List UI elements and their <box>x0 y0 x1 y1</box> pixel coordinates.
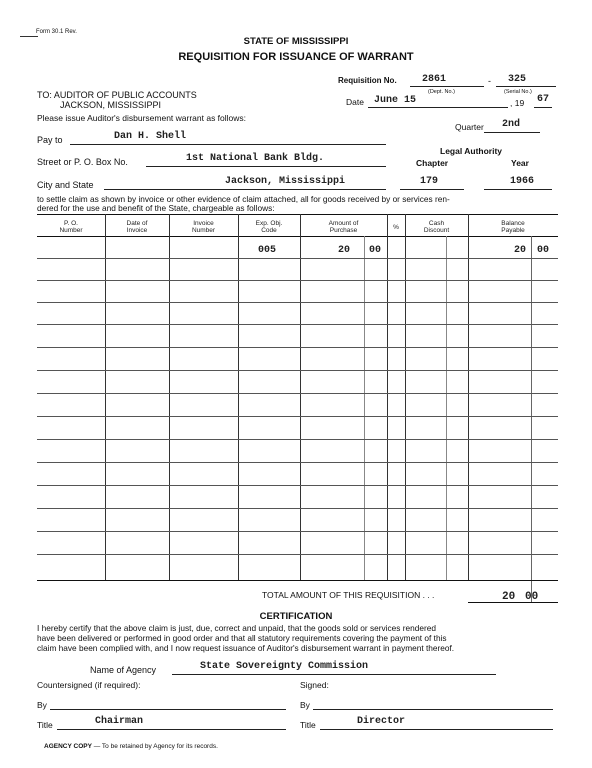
date-line <box>368 107 508 108</box>
total-cents: 00 <box>525 591 539 603</box>
col-divider <box>169 214 170 580</box>
row-line <box>37 462 558 463</box>
serial-no-value: 325 <box>508 74 527 85</box>
table-bottom-line <box>37 580 558 581</box>
street-value: 1st National Bank Bldg. <box>186 153 325 164</box>
pay-to-line <box>70 144 386 145</box>
by-left-label: By <box>37 700 47 710</box>
certification-line-1: I hereby certify that the above claim is just, due, correct and unpaid, that the goods sold or services rendered <box>37 623 436 633</box>
by-right-line <box>313 709 553 710</box>
title-left-line <box>57 729 286 730</box>
footer-note <box>44 743 218 750</box>
state-heading: STATE OF MISSISSIPPI <box>243 36 349 47</box>
requisition-dash: - <box>488 76 491 86</box>
row-line <box>37 485 558 486</box>
row-line <box>37 439 558 440</box>
col-divider <box>446 236 447 580</box>
city-label: City and State <box>37 180 94 190</box>
col-divider <box>300 214 301 580</box>
please-issue-text: Please issue Auditor's disbursement warrant as follows: <box>37 113 247 123</box>
street-line <box>146 166 386 167</box>
date-year-line <box>534 107 552 108</box>
header-balance-payable: Balance Payable <box>501 220 525 234</box>
serial-no-line <box>496 86 556 87</box>
serial-no-caption: (Serial No.) <box>504 89 532 95</box>
to-line-2: JACKSON, MISSISSIPPI <box>60 100 162 110</box>
dept-no-line <box>410 86 484 87</box>
quarter-line <box>484 132 540 133</box>
requisition-label: Requisition No. <box>338 76 397 85</box>
row-line <box>37 280 558 281</box>
to-line-1: TO: AUDITOR OF PUBLIC ACCOUNTS <box>37 90 197 100</box>
header-amount-of-purchase: Amount of Purchase <box>328 220 359 234</box>
row-line <box>37 302 558 303</box>
title-left-label: Title <box>37 720 53 730</box>
form-number: Form 30.1 Rev. <box>36 29 77 35</box>
title-right-line <box>320 729 553 730</box>
date-value: June 15 <box>374 95 417 106</box>
settle-text-1: to settle claim as shown by invoice or other evidence of claim attached, all for goods received by or services ren- <box>37 194 450 204</box>
city-line <box>104 189 386 190</box>
col-divider <box>364 236 365 580</box>
header-po-number: P. O. Number <box>59 220 83 234</box>
col-divider <box>468 214 469 580</box>
total-label: TOTAL AMOUNT OF THIS REQUISITION . . . <box>262 590 435 600</box>
title-right-label: Title <box>300 720 316 730</box>
date-year-value: 67 <box>537 94 550 105</box>
by-right-label: By <box>300 700 310 710</box>
title-left-value: Chairman <box>95 716 144 727</box>
table-top-line <box>37 214 558 215</box>
agency-line <box>172 674 496 675</box>
row-line <box>37 393 558 394</box>
page-title: REQUISITION FOR ISSUANCE OF WARRANT <box>178 51 414 63</box>
row-line <box>37 370 558 371</box>
total-dollars: 20 <box>502 591 516 603</box>
pay-to-value: Dan H. Shell <box>114 131 187 142</box>
countersigned-label: Countersigned (if required): <box>37 680 141 690</box>
certification-line-2: have been delivered or performed in good order and that all statutory requirements covering the payment of this <box>37 633 447 643</box>
row1-amount-dollars: 20 <box>338 245 351 256</box>
col-divider <box>238 214 239 580</box>
signed-label: Signed: <box>300 680 329 690</box>
dept-no-caption: (Dept. No.) <box>428 89 455 95</box>
col-divider <box>531 236 532 602</box>
row-line <box>37 531 558 532</box>
settle-text-2: dered for the use and benefit of the State, chargeable as follows: <box>37 203 275 213</box>
header-exp-obj-code: Exp. Obj. Code <box>255 220 283 234</box>
quarter-value: 2nd <box>502 119 521 130</box>
date-year-prefix: , 19 <box>510 98 525 108</box>
dept-no-value: 2861 <box>422 74 447 85</box>
legal-authority-label: Legal Authority <box>440 146 503 156</box>
date-label: Date <box>346 97 364 107</box>
quarter-label: Quarter <box>455 122 484 132</box>
chapter-value: 179 <box>420 176 439 187</box>
col-divider <box>105 214 106 580</box>
header-cash-discount: Cash Discount <box>423 220 450 234</box>
agency-value: State Sovereignty Commission <box>200 661 369 672</box>
row-line <box>37 347 558 348</box>
col-divider <box>387 214 388 580</box>
col-divider <box>405 214 406 580</box>
row1-exp-code: 005 <box>258 245 277 256</box>
chapter-line <box>400 189 464 190</box>
street-label: Street or P. O. Box No. <box>37 157 128 167</box>
footer-retained-text: — To be retained by Agency for its records. <box>91 743 218 750</box>
certification-line-3: claim have been complied with, and I now request issuance of Auditor's disbursement warrant in payment thereof. <box>37 643 455 653</box>
law-year-line <box>484 189 552 190</box>
table-header-line <box>37 236 558 237</box>
row1-amount-cents: 00 <box>369 245 382 256</box>
year-label: Year <box>511 158 529 168</box>
row-line <box>37 554 558 555</box>
header-date-of-invoice: Date of Invoice <box>126 220 148 234</box>
city-value: Jackson, Mississippi <box>225 176 346 187</box>
row-line <box>37 324 558 325</box>
agency-label: Name of Agency <box>90 665 157 675</box>
by-left-line <box>50 709 286 710</box>
row1-balance-dollars: 20 <box>514 245 527 256</box>
title-right-value: Director <box>357 716 406 727</box>
chapter-label: Chapter <box>416 158 449 168</box>
row-line <box>37 508 558 509</box>
pay-to-label: Pay to <box>37 135 63 145</box>
law-year-value: 1966 <box>510 176 535 187</box>
row-line <box>37 258 558 259</box>
footer-agency-copy: AGENCY COPY <box>44 743 92 750</box>
row1-balance-cents: 00 <box>537 245 550 256</box>
certification-heading: CERTIFICATION <box>259 611 333 622</box>
row-line <box>37 416 558 417</box>
header-percent: % <box>393 224 399 231</box>
header-invoice-number: Invoice Number <box>191 220 216 234</box>
